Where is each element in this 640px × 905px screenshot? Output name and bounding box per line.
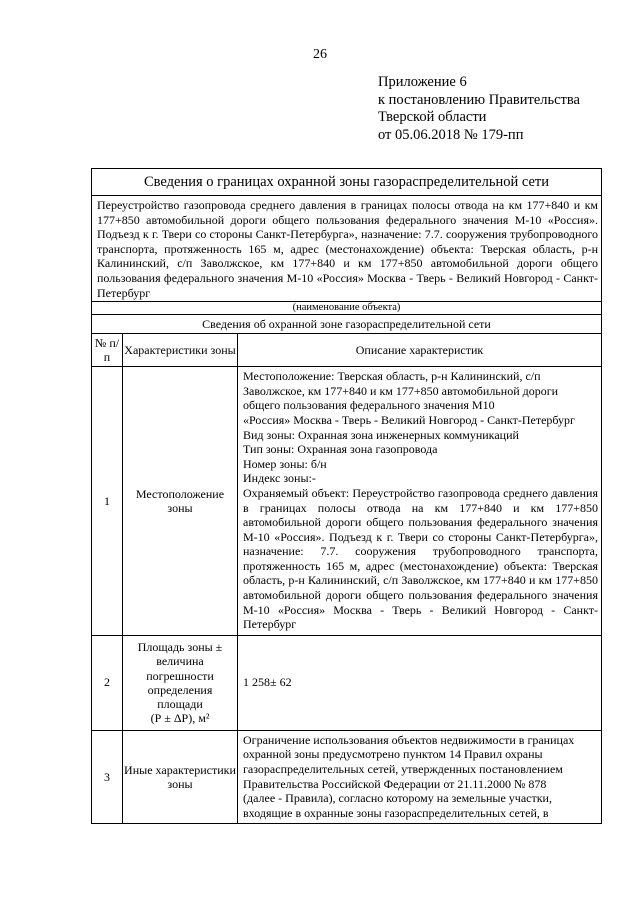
characteristic-line: величина — [156, 654, 204, 669]
appendix-header — [378, 74, 580, 144]
description-line: газораспределительных сетей, утвержденных постановлением — [243, 762, 563, 777]
description-line: Местоположение: Тверская область, р-н Калининский, с/п — [243, 369, 541, 384]
row-characteristic: Иные характеристики зоны — [123, 730, 238, 824]
table-row — [92, 635, 602, 730]
characteristic-line: определения — [147, 682, 213, 697]
page-number: 26 — [313, 47, 327, 62]
description-line: Правительства Российской Федерации от 21.11.2000 № 878 — [243, 776, 547, 791]
description-line: «Россия» Москва - Тверь - Великий Новгород - Санкт-Петербург — [243, 412, 575, 427]
table-row — [92, 367, 602, 636]
characteristic-line: Площадь зоны ± — [137, 639, 223, 654]
protected-object: Охраняемый объект: Переустройство газопровода среднего давления в границах полосы отвода на км 177+840 и км 177+850 автомобильной дороги общего пользования федерального значения М-10 «Россия». Подъезд к г. Твери со стороны Санкт-Петербурга», назначение: 7.7. сооружения трубопроводного транспорта, протяженность 165 м, адрес (местонахождение) объекта: Тверская область, р-н Калининский, с/п Заволжское, км 177+840 и км 177+850 автомобильной дороги общего пользования федерального значения М-10 «Россия» Москва - Тверь - Великий Новгород - Санкт-Петербург — [243, 485, 598, 632]
object-name: Переустройство газопровода среднего давления в границах полосы отвода на км 177+840 и км 177+850 автомобильной дороги общего пользования федерального значения М-10 «Россия». Подъезд к г. Твери со стороны Санкт-Петербурга», назначение: 7.7. сооружения трубопроводного транспорта, протяженность 165 м, адрес (местонахождение) объекта: Тверская область, р-н Калининский, с/п Заволжское, км 177+840 и км 177+850 автомобильной дороги общего пользования федерального значения М-10 «Россия» Москва - Тверь - Великий Новгород - Санкт-Петербург — [92, 196, 602, 302]
description-line: охранной зоны предусмотрено пунктом 14 Правил охраны — [243, 747, 543, 762]
appendix-line-1: Приложение 6 — [378, 74, 467, 90]
zone-info-table — [91, 168, 602, 824]
description-line: Номер зоны: б/н — [243, 456, 327, 471]
appendix-line-2: к постановлению Правительства — [378, 91, 580, 108]
row-number: 2 — [92, 635, 123, 730]
characteristic-line: площади — [157, 697, 203, 712]
header-characteristics: Характеристики зоны — [123, 334, 238, 367]
table-title: Сведения о границах охранной зоны газораспределительной сети — [92, 169, 602, 196]
table-row — [92, 730, 602, 824]
area-value: 1 258± 62 — [238, 635, 602, 730]
row-number: 3 — [92, 730, 123, 824]
description-line: (далее - Правила), согласно которому на земельные участки, — [243, 791, 552, 806]
header-description: Описание характеристик — [238, 334, 602, 367]
object-name-caption: (наименование объекта) — [92, 302, 602, 315]
row-characteristic — [123, 635, 238, 730]
section-title: Сведения об охранной зоне газораспределительной сети — [92, 315, 602, 334]
description-line: Тип зоны: Охранная зона газопровода — [243, 442, 438, 457]
characteristic-line: погрешности — [146, 668, 214, 683]
description-line: Ограничение использования объектов недвижимости в границах — [243, 732, 575, 747]
row-description — [238, 730, 602, 824]
description-line: входящие в охранные зоны газораспределительных сетей, в — [243, 805, 549, 820]
description-line: Заволжское, км 177+840 и км 177+850 автомобильной дороги — [243, 383, 559, 398]
description-line: Индекс зоны:- — [243, 471, 316, 486]
appendix-line-4: от 05.06.2018 № 179-пп — [378, 126, 524, 143]
row-number: 1 — [92, 367, 123, 636]
appendix-line-3: Тверской области — [378, 109, 487, 125]
header-num: № п/п — [92, 334, 123, 367]
row-description — [238, 367, 602, 636]
description-line: общего пользования федерального значения М10 — [243, 398, 495, 413]
description-line: Вид зоны: Охранная зона инженерных коммуникаций — [243, 427, 519, 442]
row-characteristic: Местоположение зоны — [123, 367, 238, 636]
characteristic-line: (Р ± ΔР), м² — [150, 711, 210, 726]
